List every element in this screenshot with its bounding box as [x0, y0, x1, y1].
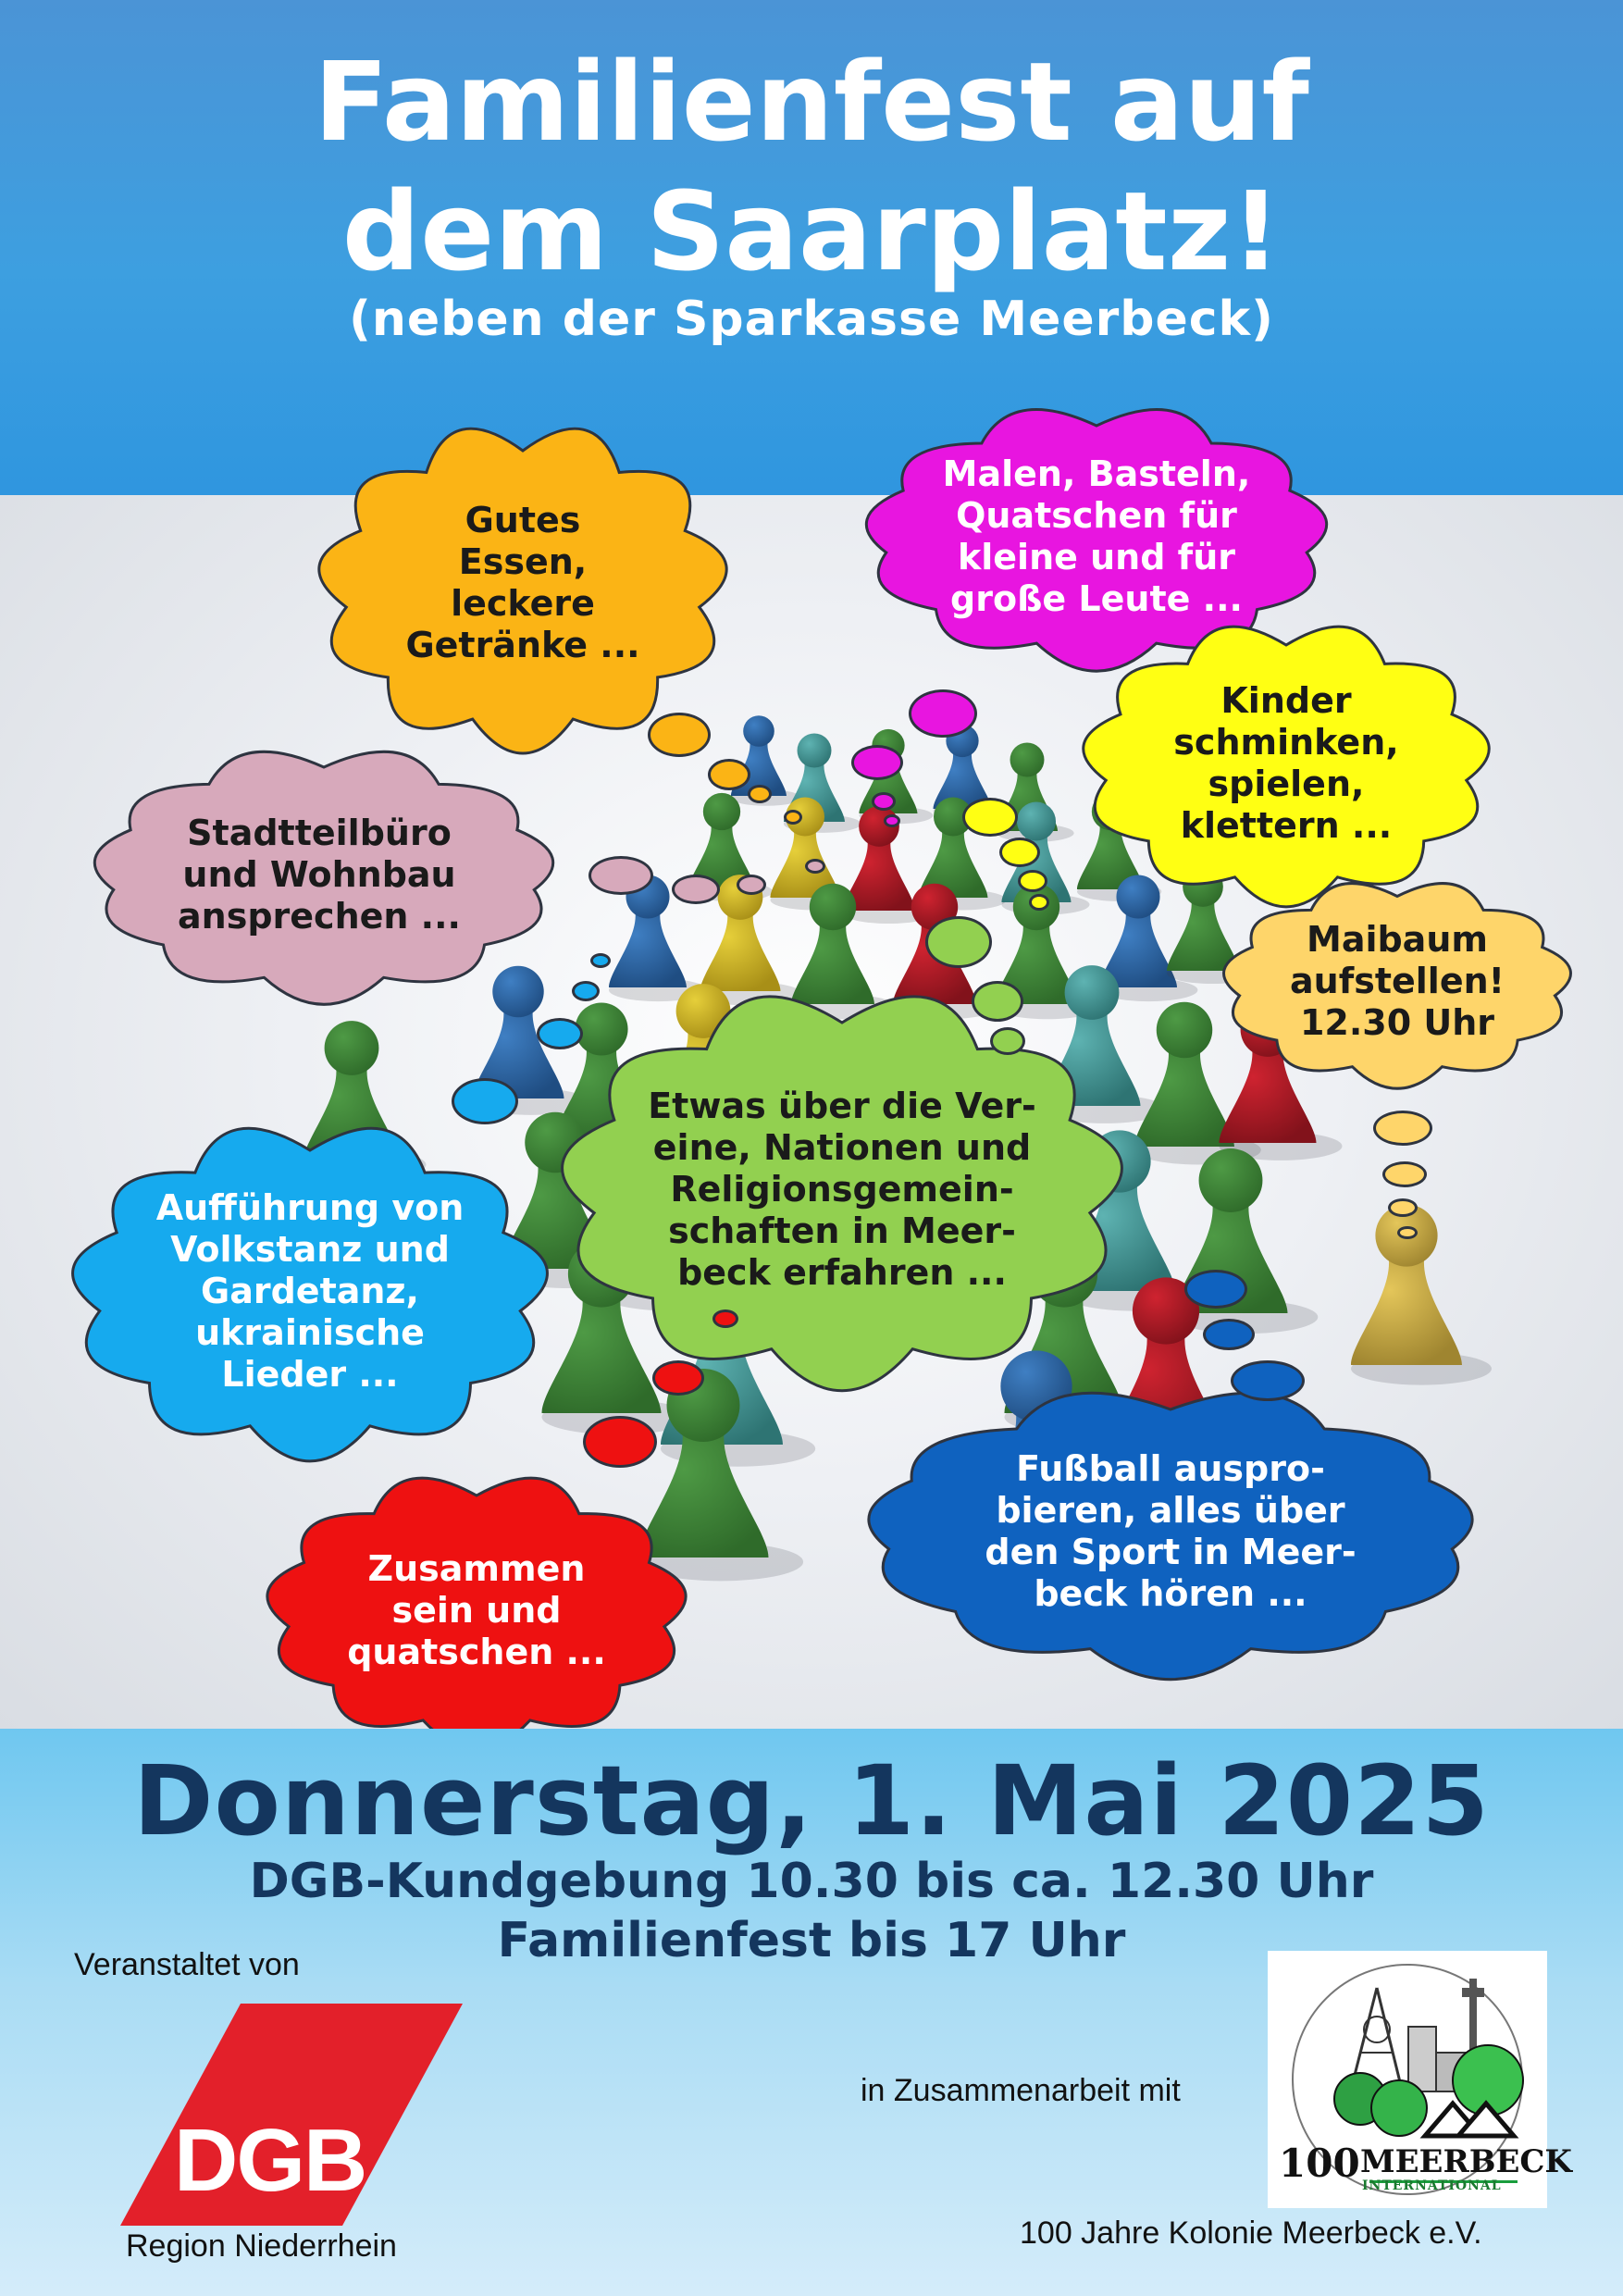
cloud-text: Gutes Essen, leckere Getränke ...	[405, 500, 640, 665]
thought-bubble	[1373, 1111, 1432, 1146]
meerbeck-logo-number: 100	[1279, 2141, 1360, 2186]
meerbeck-logo-sub: INTERNATIONAL	[1362, 2178, 1502, 2193]
partner-name: 100 Jahre Kolonie Meerbeck e.V.	[1020, 2215, 1482, 2251]
cloud-vereine	[537, 981, 1147, 1397]
thought-bubble	[990, 1027, 1025, 1055]
thought-bubble	[962, 798, 1018, 837]
thought-bubble	[1018, 870, 1047, 892]
organizer-region: Region Niederrhein	[126, 2228, 397, 2264]
dgb-logo-text: DGB	[174, 2111, 366, 2210]
thought-bubble	[537, 1018, 583, 1049]
thought-bubble	[1397, 1226, 1418, 1239]
thought-bubble	[452, 1078, 518, 1124]
thought-bubble	[1388, 1198, 1418, 1217]
cloud-kinder	[1064, 615, 1508, 912]
event-date: Donnerstag, 1. Mai 2025	[133, 1744, 1490, 1857]
title-line-1: Familienfest auf	[314, 38, 1309, 166]
thought-bubble	[925, 916, 992, 968]
cloud-fussball	[824, 1379, 1518, 1684]
thought-bubble	[972, 981, 1023, 1022]
poster-subtitle: (neben der Sparkasse Meerbeck)	[349, 292, 1274, 347]
thought-bubble	[583, 1416, 657, 1468]
meerbeck-logo-name: MEERBECK	[1360, 2143, 1572, 2180]
thought-bubble	[851, 745, 903, 780]
thought-bubble	[784, 810, 802, 825]
thought-bubble	[652, 1360, 704, 1396]
cloud-maibaum	[1203, 875, 1592, 1092]
cloud-zusammen	[245, 1467, 708, 1754]
game-piece	[1351, 1204, 1492, 1384]
thought-bubble	[572, 981, 600, 1001]
thought-bubble	[588, 856, 653, 895]
thought-bubble	[1203, 1319, 1255, 1350]
cloud-text: Zusammen sein und quatschen ...	[347, 1547, 606, 1672]
partner-label: in Zusammenarbeit mit	[861, 2073, 1181, 2108]
thought-bubble	[708, 759, 750, 790]
thought-bubble	[1184, 1270, 1247, 1309]
thought-bubble	[672, 875, 720, 904]
cloud-text: Aufführung von Volkstanz und Gardetanz, ukrainische Lieder ...	[155, 1186, 465, 1395]
thought-bubble	[712, 1309, 738, 1328]
cloud-text: Etwas über die Ver- eine, Nationen und Religionsgemein- schaften in Meer- beck erfahren ...	[648, 1085, 1036, 1293]
thought-bubble	[1231, 1360, 1305, 1401]
thought-bubble	[884, 814, 900, 827]
thought-bubble	[748, 785, 772, 803]
rally-time: DGB-Kundgebung 10.30 bis ca. 12.30 Uhr	[249, 1854, 1374, 1909]
organizer-label: Veranstaltet von	[74, 1947, 300, 1982]
thought-bubble	[805, 859, 825, 874]
thought-bubble	[999, 838, 1040, 867]
thought-bubble	[909, 689, 977, 738]
cloud-text: Malen, Basteln, Quatschen für kleine und für große Leute ...	[942, 453, 1251, 619]
festival-time: Familienfest bis 17 Uhr	[497, 1913, 1126, 1968]
cloud-text: Fußball auspro- bieren, alles über den Sport in Meer- beck hören ...	[985, 1448, 1357, 1614]
thought-bubble	[872, 792, 896, 811]
title-line-2: dem Saarplatz!	[341, 168, 1282, 295]
poster-title	[0, 37, 1623, 296]
thought-bubble	[590, 953, 611, 968]
cloud-essen	[305, 416, 740, 759]
meerbeck-logo	[1268, 1951, 1572, 2208]
thought-bubble	[1029, 894, 1049, 911]
cloud-text: Kinder schminken, spielen, klettern ...	[1173, 680, 1399, 846]
cloud-stadtteil	[65, 740, 583, 1009]
cloud-text: Stadtteilbüro und Wohnbau ansprechen ...	[178, 812, 461, 937]
cloud-volkstanz	[51, 1115, 569, 1467]
thought-bubble	[648, 713, 711, 757]
thought-bubble	[1382, 1161, 1427, 1187]
cloud-text: Maibaum aufstellen! 12.30 Uhr	[1290, 918, 1505, 1043]
thought-bubble	[737, 875, 766, 895]
